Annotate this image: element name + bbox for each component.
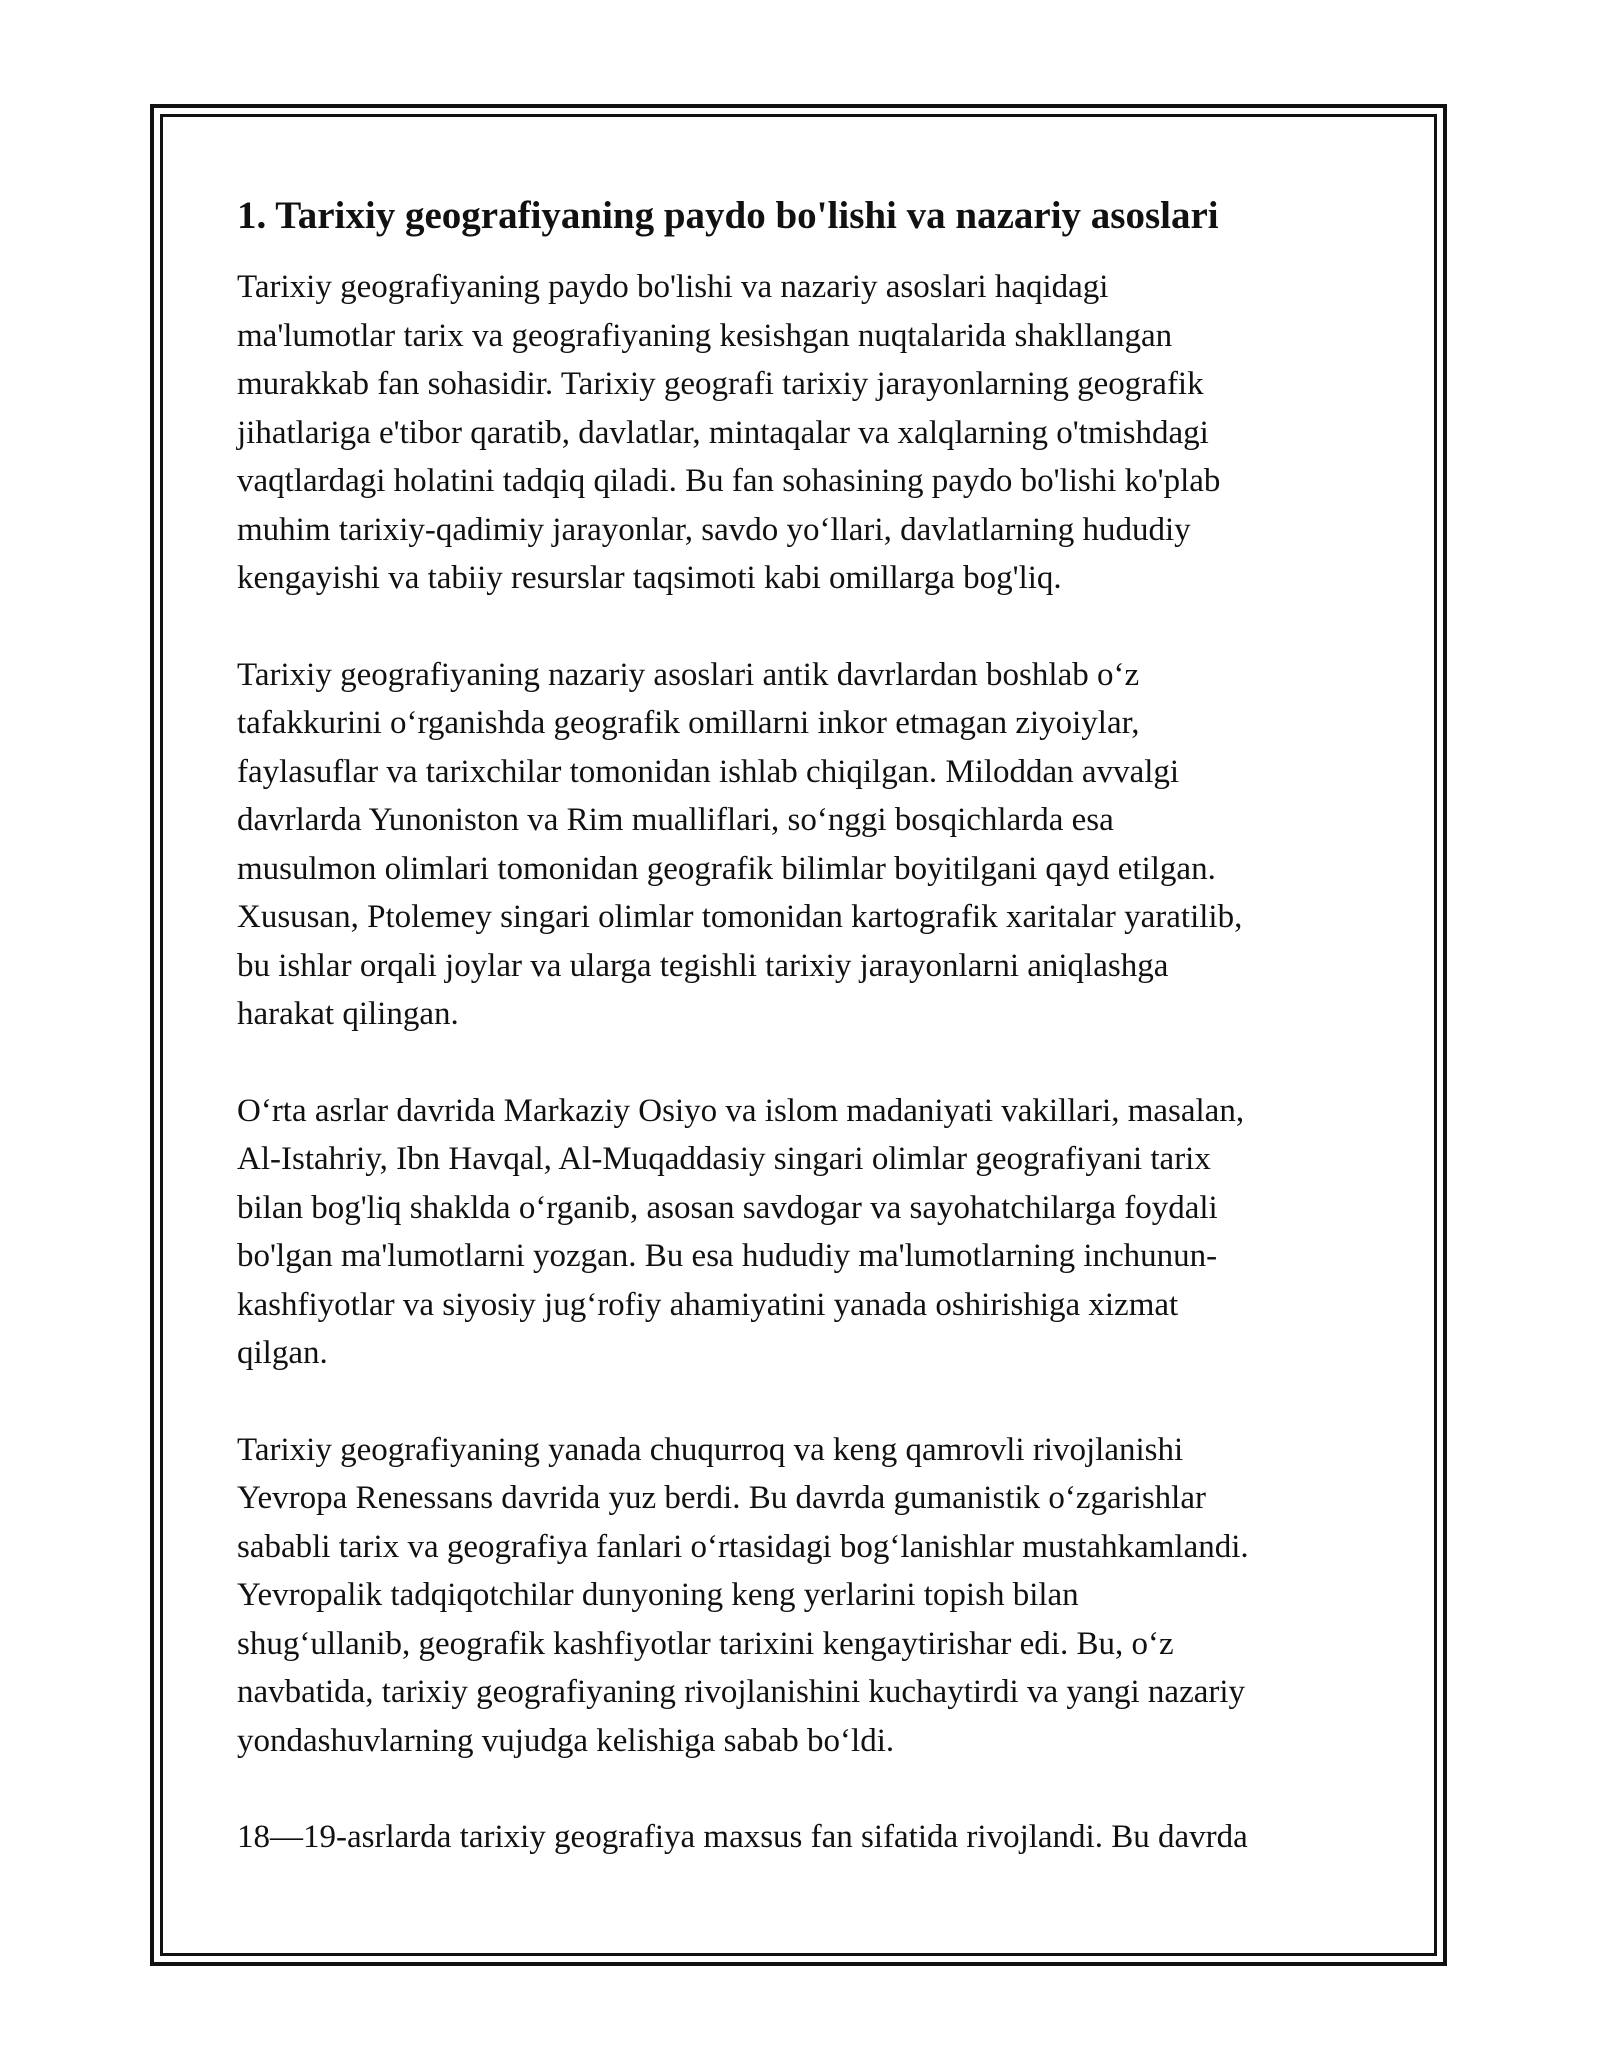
text-line: muhim tarixiy-qadimiy jarayonlar, savdo yo‘llari, davlatlarning hududiy — [237, 511, 1191, 548]
text-line: Xususan, Ptolemey singari olimlar tomonidan kartografik xaritalar yaratilib, — [237, 899, 1243, 935]
text-line: Tarixiy geografiyaning nazariy asoslari antik davrlardan boshlab o‘z — [237, 656, 1140, 693]
text-line: sababli tarix va geografiya fanlari o‘rtasidagi bog‘lanishlar mustahkamlandi. — [237, 1528, 1249, 1565]
text-line: vaqtlardagi holatini tadqiq qiladi. Bu fan sohasining paydo bo'lishi ko'plab — [237, 463, 1221, 499]
document-body — [237, 187, 1367, 1910]
text-line: bilan bog'liq shaklda o‘rganib, asosan savdogar va sayohatchilarga foydali — [237, 1189, 1218, 1226]
text-line: Yevropa Renessans davrida yuz berdi. Bu davrda gumanistik o‘zgarishlar — [237, 1480, 1206, 1516]
text-line: Tarixiy geografiyaning paydo bo'lishi va nazariy asoslari haqidagi — [237, 269, 1109, 305]
text-line: jihatlariga e'tibor qaratib, davlatlar, mintaqalar va xalqlarning o'tmishdagi — [237, 414, 1209, 451]
text-line: ma'lumotlar tarix va geografiyaning kesishgan nuqtalarida shakllangan — [237, 317, 1173, 354]
text-line: tafakkurini o‘rganishda geografik omillarni inkor etmagan ziyoiylar, — [237, 705, 1140, 741]
text-line: bu ishlar orqali joylar va ularga tegishli tarixiy jarayonlarni aniqlashga — [237, 947, 1169, 984]
paragraph-5 — [237, 1813, 1367, 1862]
text-line: faylasuflar va tarixchilar tomonidan ishlab chiqilgan. Miloddan avvalgi — [237, 753, 1180, 790]
text-line: harakat qilingan. — [237, 996, 459, 1032]
text-line: musulmon olimlari tomonidan geografik bilimlar boyitilgani qayd etilgan. — [237, 850, 1216, 887]
text-line: bo'lgan ma'lumotlarni yozgan. Bu esa hududiy ma'lumotlarning inchunun- — [237, 1238, 1218, 1274]
text-line: yondashuvlarning vujudga kelishiga sabab bo‘ldi. — [237, 1722, 895, 1759]
text-line: kashfiyotlar va siyosiy jug‘rofiy ahamiyatini yanada oshirishiga xizmat — [237, 1286, 1179, 1323]
paragraph-3 — [237, 1087, 1367, 1378]
text-line: Al-Istahriy, Ibn Havqal, Al-Muqaddasiy singari olimlar geografiyani tarix — [237, 1141, 1211, 1177]
paragraph-2 — [237, 651, 1367, 1039]
text-line: navbatida, tarixiy geografiyaning rivojlanishini kuchaytirdi va yangi nazariy — [237, 1674, 1246, 1710]
text-line: murakkab fan sohasidir. Tarixiy geografi tarixiy jarayonlarning geografik — [237, 366, 1204, 402]
text-line: shug‘ullanib, geografik kashfiyotlar tarixini kengaytirishar edi. Bu, o‘z — [237, 1625, 1174, 1662]
paragraph-4 — [237, 1426, 1367, 1766]
section-heading: 1. Tarixiy geografiyaning paydo bo'lishi va nazariy asoslari — [237, 194, 1219, 237]
text-line: qilgan. — [237, 1335, 328, 1371]
text-line: 18—19-asrlarda tarixiy geografiya maxsus fan sifatida rivojlandi. Bu davrda — [237, 1819, 1248, 1855]
text-line: kengayishi va tabiiy resurslar taqsimoti kabi omillarga bog'liq. — [237, 560, 1062, 596]
text-line: O‘rta asrlar davrida Markaziy Osiyo va islom madaniyati vakillari, masalan, — [237, 1092, 1245, 1129]
text-line: Tarixiy geografiyaning yanada chuqurroq va keng qamrovli rivojlanishi — [237, 1431, 1184, 1468]
text-line: Yevropalik tadqiqotchilar dunyoning keng yerlarini topish bilan — [237, 1577, 1079, 1613]
paragraph-1 — [237, 263, 1367, 603]
text-line: davrlarda Yunoniston va Rim mualliflari, so‘nggi bosqichlarda esa — [237, 802, 1114, 838]
